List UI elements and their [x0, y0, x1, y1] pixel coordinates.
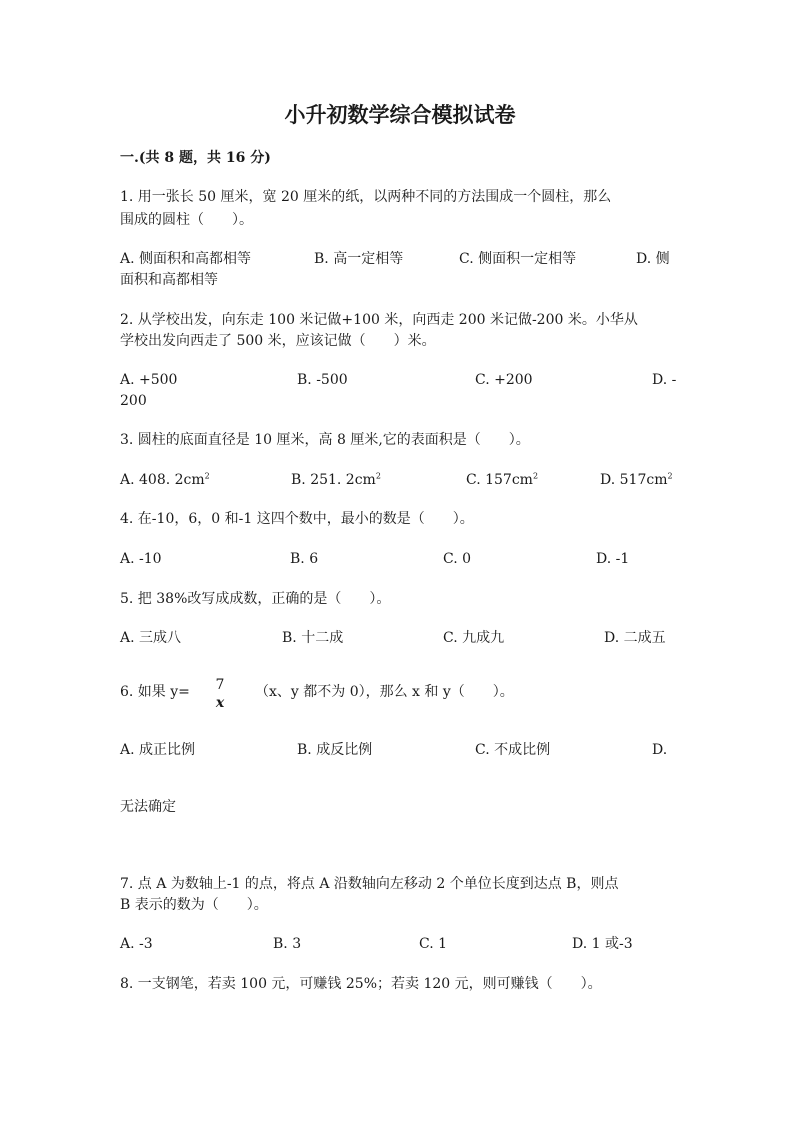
option-d-continued: 面积和高都相等	[120, 272, 218, 288]
question-text: B 表示的数为（ ）。	[120, 897, 268, 913]
question-text: 5. 把 38%改写成成数，正确的是（ ）。	[120, 591, 391, 607]
option-a[interactable]: A. -10	[120, 551, 162, 567]
option-b[interactable]: B. 3	[273, 936, 302, 952]
fraction-denominator: x	[215, 695, 225, 711]
page-title: 小升初数学综合模拟试卷	[284, 102, 516, 127]
question-text: 6. 如果 y=	[120, 684, 190, 700]
option-d-continued: 无法确定	[120, 799, 176, 815]
option-b[interactable]: B. -500	[297, 372, 348, 388]
option-d[interactable]: D. -1	[596, 551, 630, 567]
option-b[interactable]: B. 251. $2cm^2$	[291, 471, 381, 488]
fraction-7-over-x	[212, 676, 228, 712]
question-text: 4. 在-10，6，0 和-1 这四个数中，最小的数是（ ）。	[120, 511, 474, 527]
option-c[interactable]: C. 九成九	[443, 630, 505, 646]
question-text: 8. 一支钢笔，若卖 100 元，可赚钱 25%；若卖 120 元，则可赚钱（ ）。	[120, 976, 602, 992]
question-text: 学校出发向西走了 500 米，应该记做（ ）米。	[120, 333, 436, 349]
question-text: 2. 从学校出发，向东走 100 米记做+100 米，向西走 200 米记做-200 米。小华从	[120, 312, 638, 328]
option-b[interactable]: B. 6	[290, 551, 319, 567]
option-b[interactable]: B. 十二成	[282, 630, 344, 646]
option-b[interactable]: B. 高一定相等	[314, 251, 404, 267]
question-text: 7. 点 A 为数轴上-1 的点，将点 A 沿数轴向左移动 2 个单位长度到达点 B，则点	[120, 876, 619, 892]
option-d-continued: 200	[120, 393, 147, 409]
option-c[interactable]: C. 不成比例	[475, 742, 551, 758]
option-d[interactable]: D. -	[652, 372, 677, 388]
option-d[interactable]: D. 1 或-3	[572, 936, 633, 952]
question-text: 围成的圆柱（ ）。	[120, 212, 253, 228]
option-d[interactable]: D. $517cm^2$	[600, 471, 673, 488]
option-a[interactable]: A. 成正比例	[120, 742, 196, 758]
option-a[interactable]: A. +500	[120, 372, 178, 388]
option-b[interactable]: B. 成反比例	[297, 742, 373, 758]
option-a[interactable]: A. 三成八	[120, 630, 182, 646]
option-a[interactable]: A. -3	[120, 936, 153, 952]
option-c[interactable]: C. 0	[443, 551, 472, 567]
option-c[interactable]: C. +200	[475, 372, 533, 388]
option-d[interactable]: D. 侧	[636, 251, 670, 267]
question-text: 1. 用一张长 50 厘米，宽 20 厘米的纸，以两种不同的方法围成一个圆柱，那么	[120, 189, 612, 205]
option-a[interactable]: A. 408. $2cm^2$	[120, 471, 210, 488]
section-heading: 一.(共 8 题，共 16 分)	[120, 150, 271, 166]
option-d[interactable]: D.	[652, 742, 668, 758]
question-text-suffix: （x、y 都不为 0），那么 x 和 y（ ）。	[255, 684, 514, 700]
fraction-numerator: 7	[215, 677, 225, 693]
option-a[interactable]: A. 侧面积和高都相等	[120, 251, 252, 267]
option-d[interactable]: D. 二成五	[604, 630, 666, 646]
option-c[interactable]: C. $157cm^2$	[466, 471, 539, 488]
option-c[interactable]: C. 1	[419, 936, 448, 952]
option-c[interactable]: C. 侧面积一定相等	[459, 251, 577, 267]
question-text: 3. 圆柱的底面直径是 10 厘米，高 8 厘米,它的表面积是（ ）。	[120, 432, 530, 448]
